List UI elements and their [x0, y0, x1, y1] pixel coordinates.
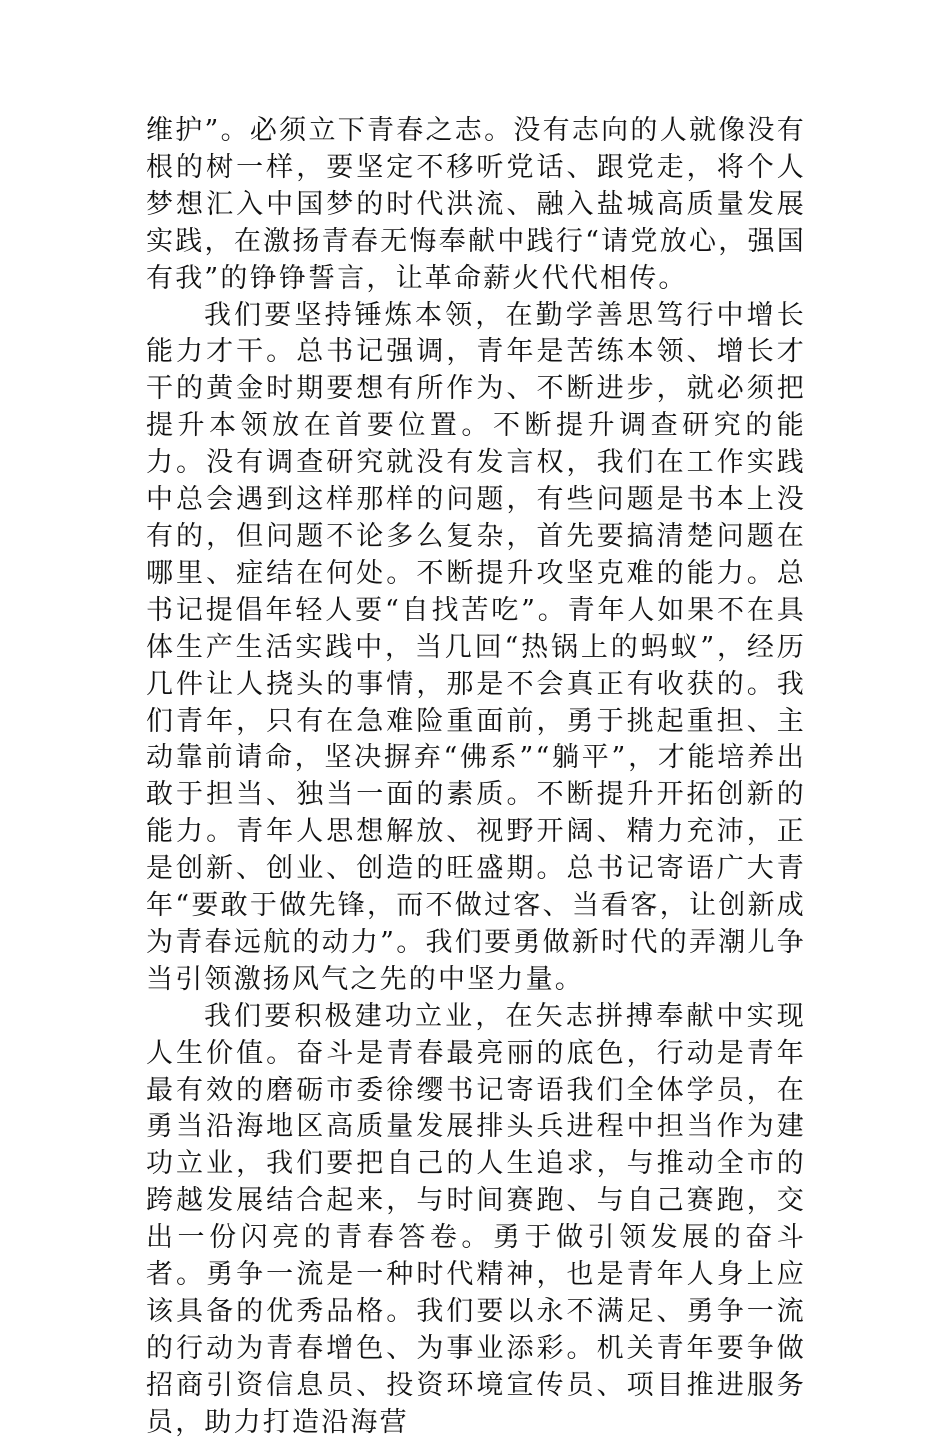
paragraph-2: 我们要坚持锤炼本领，在勤学善思笃行中增长能力才干。总书记强调，青年是苦练本领、增长才干的黄金时期要想有所作为、不断进步，就必须把提升本领放在首要位置。不断提升调查研究的能力。没有调查研究就没有发言权，我们在工作实践中总会遇到这样那样的问题，有些问题是书本上没有的，但问题不论多么复杂，首先要搞清楚问题在哪里、症结在何处。不断提升攻坚克难的能力。总书记提倡年轻人要“自找苦吃”。青年人如果不在具体生产生活实践中，当几回“热锅上的蚂蚁”，经历几件让人挠头的事情，那是不会真正有收获的。我们青年，只有在急难险重面前，勇于挑起重担、主动靠前请命，坚决摒弃“佛系”“躺平”，才能培养出敢于担当、独当一面的素质。不断提升开拓创新的能力。青年人思想解放、视野开阔、精力充沛，正是创新、创业、创造的旺盛期。总书记寄语广大青年“要敢于做先锋，而不做过客、当看客，让创新成为青春远航的动力”。我们要勇做新时代的弄潮儿争当引领激扬风气之先的中坚力量。	[146, 299, 806, 995]
paragraph-3: 我们要积极建功立业，在矢志拼搏奉献中实现人生价值。奋斗是青春最亮丽的底色，行动是青年最有效的磨砺市委徐缨书记寄语我们全体学员，在勇当沿海地区高质量发展排头兵进程中担当作为建功立业，我们要把自己的人生追求，与推动全市的跨越发展结合起来，与时间赛跑、与自己赛跑，交出一份闪亮的青春答卷。勇于做引领发展的奋斗者。勇争一流是一种时代精神，也是青年人身上应该具备的优秀品格。我们要以永不满足、勇争一流的行动为青春增色、为事业添彩。机关青年要争做招商引资信息员、投资环境宣传员、项目推进服务员，助力打造沿海营	[146, 1000, 806, 1438]
document-page	[146, 113, 806, 1442]
paragraph-1: 维护”。必须立下青春之志。没有志向的人就像没有根的树一样，要坚定不移听党话、跟党走，将个人梦想汇入中国梦的时代洪流、融入盐城高质量发展实践，在激扬青春无悔奉献中践行“请党放心，强国有我”的铮铮誓言，让革命薪火代代相传。	[146, 115, 806, 294]
